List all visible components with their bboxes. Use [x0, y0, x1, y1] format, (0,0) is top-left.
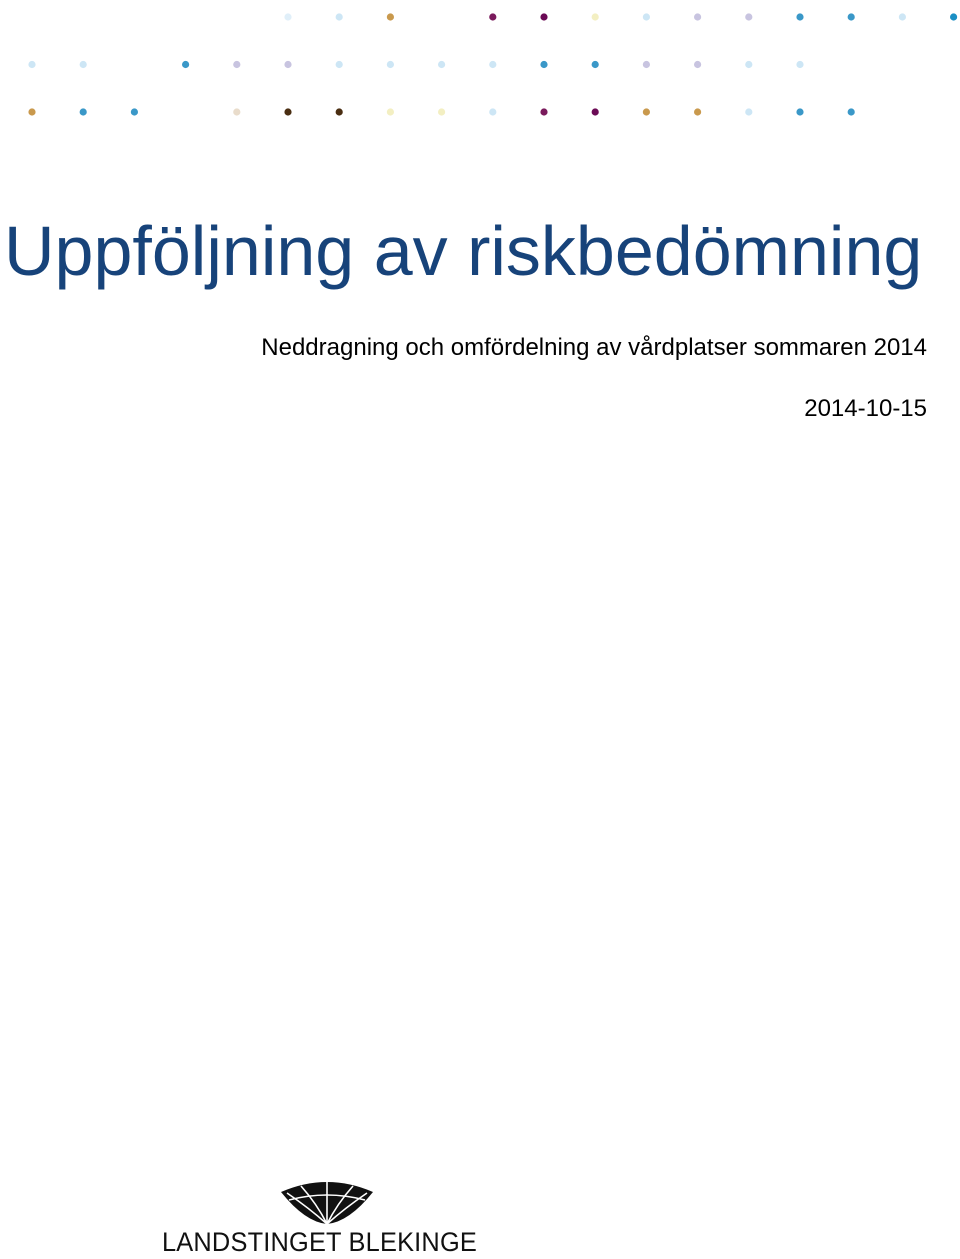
- decor-dot: [233, 108, 240, 115]
- decor-dot: [336, 13, 343, 20]
- decor-dot: [950, 13, 957, 20]
- decor-dot: [694, 61, 701, 68]
- document-subtitle: Neddragning och omfördelning av vårdplatser sommaren 2014: [261, 334, 927, 361]
- decor-dot: [592, 108, 599, 115]
- decor-dot: [489, 108, 496, 115]
- decor-dot: [643, 13, 650, 20]
- decor-dot: [694, 108, 701, 115]
- document-title: Uppföljning av riskbedömning: [4, 212, 923, 290]
- organization-logo: [162, 1178, 502, 1258]
- decor-dot: [848, 108, 855, 115]
- decor-dot: [233, 61, 240, 68]
- decor-dot: [540, 61, 547, 68]
- decor-dot: [796, 13, 803, 20]
- decor-dot: [848, 13, 855, 20]
- decor-dot: [694, 13, 701, 20]
- decor-dot: [387, 108, 394, 115]
- decor-dot: [592, 61, 599, 68]
- decor-dot: [387, 13, 394, 20]
- decor-dot: [540, 13, 547, 20]
- decor-dot: [28, 108, 35, 115]
- decor-dot: [745, 61, 752, 68]
- decor-dot: [336, 108, 343, 115]
- decor-dot: [182, 61, 189, 68]
- decor-dot: [80, 108, 87, 115]
- decor-dot: [387, 61, 394, 68]
- decor-dot: [28, 61, 35, 68]
- boat-emblem-icon: [277, 1178, 377, 1226]
- decor-dot: [438, 108, 445, 115]
- decor-dot: [438, 61, 445, 68]
- decor-dot: [131, 108, 138, 115]
- decor-dot: [489, 61, 496, 68]
- decor-dot: [336, 61, 343, 68]
- decor-dot: [592, 13, 599, 20]
- decor-dot: [284, 108, 291, 115]
- decor-dot: [745, 108, 752, 115]
- decor-dot: [80, 61, 87, 68]
- decor-dot: [643, 61, 650, 68]
- document-date: 2014-10-15: [804, 395, 927, 422]
- decor-dot: [540, 108, 547, 115]
- decor-dot: [796, 61, 803, 68]
- decor-dot: [796, 108, 803, 115]
- decorative-dot-pattern: [0, 0, 960, 140]
- logo-text: LANDSTINGET BLEKINGE: [162, 1227, 477, 1257]
- decor-dot: [489, 13, 496, 20]
- decor-dot: [284, 13, 291, 20]
- decor-dot: [284, 61, 291, 68]
- decor-dot: [745, 13, 752, 20]
- decor-dot: [643, 108, 650, 115]
- decor-dot: [899, 13, 906, 20]
